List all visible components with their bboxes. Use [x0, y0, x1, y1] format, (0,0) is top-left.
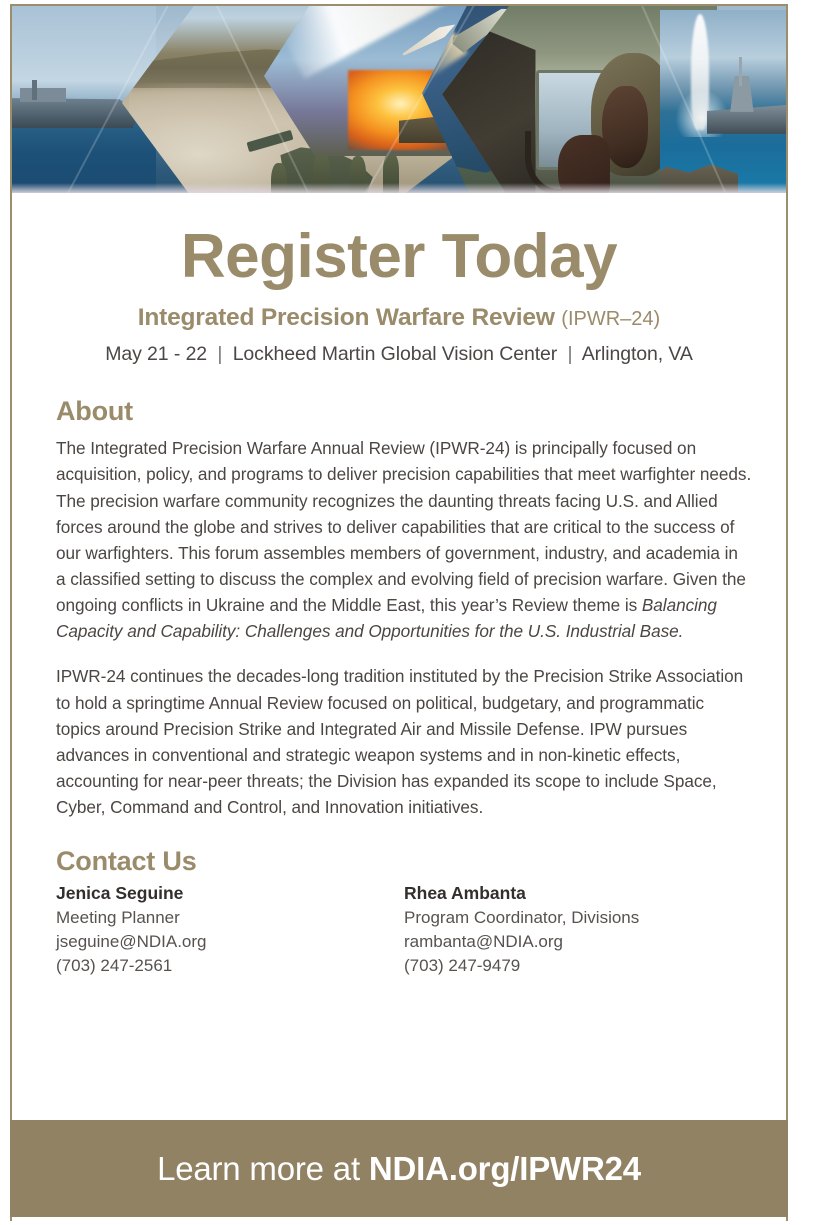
learn-more-text: [157, 1150, 641, 1188]
vertical-launch-plume-shape: [691, 14, 709, 130]
ship-mast-shape: [32, 80, 37, 100]
contact-email[interactable]: rambanta@NDIA.org: [404, 932, 563, 952]
about-paragraph-2: IPWR-24 continues the decades-long tradition instituted by the Precision Strike Association to hold a springtime Annual Review focused on political, budgetary, and programmatic topics around Precision Strike and Integrated Air and Missile Defense. IPW pursues advances in conventional and strategic weapon systems and in non-kinetic effects, accounting for near-peer threats; the Division has expanded its scope to include Space, Cyber, Command and Control, and Innovation initiatives.: [56, 666, 744, 818]
event-location: Arlington, VA: [581, 343, 693, 366]
contact-card: [404, 883, 752, 978]
ship-hull-shape: [12, 98, 138, 128]
footer-banner: [10, 1120, 788, 1217]
contact-role: Meeting Planner: [56, 908, 180, 928]
flyer-content: [12, 222, 786, 979]
learn-more-prefix: Learn more at: [157, 1149, 369, 1187]
about-paragraph-1: [56, 435, 752, 644]
contact-role: Program Coordinator, Divisions: [404, 908, 640, 928]
contact-list: [56, 883, 752, 978]
contact-card: [56, 883, 404, 978]
about-heading: About: [56, 396, 133, 427]
hero-collage: [12, 6, 786, 193]
ship-superstructure-shape: [20, 88, 66, 102]
event-venue: Lockheed Martin Global Vision Center: [232, 343, 558, 366]
contact-email[interactable]: jseguine@NDIA.org: [56, 932, 207, 952]
page-title: Register Today: [180, 222, 618, 291]
about-paragraph-1-lead: The Integrated Precision Warfare Annual Review (IPWR-24) is principally focused on acquisition, policy, and programs to deliver precision capabilities that meet warfighter needs. The precision warfare community recognizes the daunting threats facing U.S. and Allied forces around the globe and strives to deliver capabilities that are critical to the success of our warfighters. This forum assembles members of government, industry, and academia in a classified setting to discuss the complex and evolving field of precision warfare. Given the ongoing conflicts in Ukraine and the Middle East, this year’s Review theme is: [56, 438, 752, 616]
destroyer-vertical-launch-image: [660, 10, 786, 192]
event-subtitle: [46, 304, 752, 332]
flyer-frame: [10, 4, 788, 1221]
contact-name: Rhea Ambanta: [404, 883, 526, 904]
event-dateline: [46, 343, 752, 366]
contact-name: Jenica Seguine: [56, 883, 184, 904]
event-subtitle-text: Integrated Precision Warfare Review: [137, 304, 555, 332]
event-code: (IPWR–24): [561, 308, 661, 331]
destroyer-mast-shape: [739, 57, 742, 86]
dateline-separator: |: [217, 343, 223, 366]
event-date: May 21 - 22: [105, 343, 208, 366]
learn-more-url[interactable]: NDIA.org/IPWR24: [368, 1149, 641, 1187]
contact-heading: Contact Us: [56, 846, 197, 877]
contact-phone[interactable]: (703) 247-2561: [56, 956, 173, 976]
dateline-separator: |: [567, 343, 573, 366]
contact-phone[interactable]: (703) 247-9479: [404, 956, 521, 976]
hero-bottom-fade: [12, 183, 786, 193]
about-review-theme: Balancing Capacity and Capability: Challenges and Opportunities for the U.S. Industrial Base.: [56, 595, 717, 642]
